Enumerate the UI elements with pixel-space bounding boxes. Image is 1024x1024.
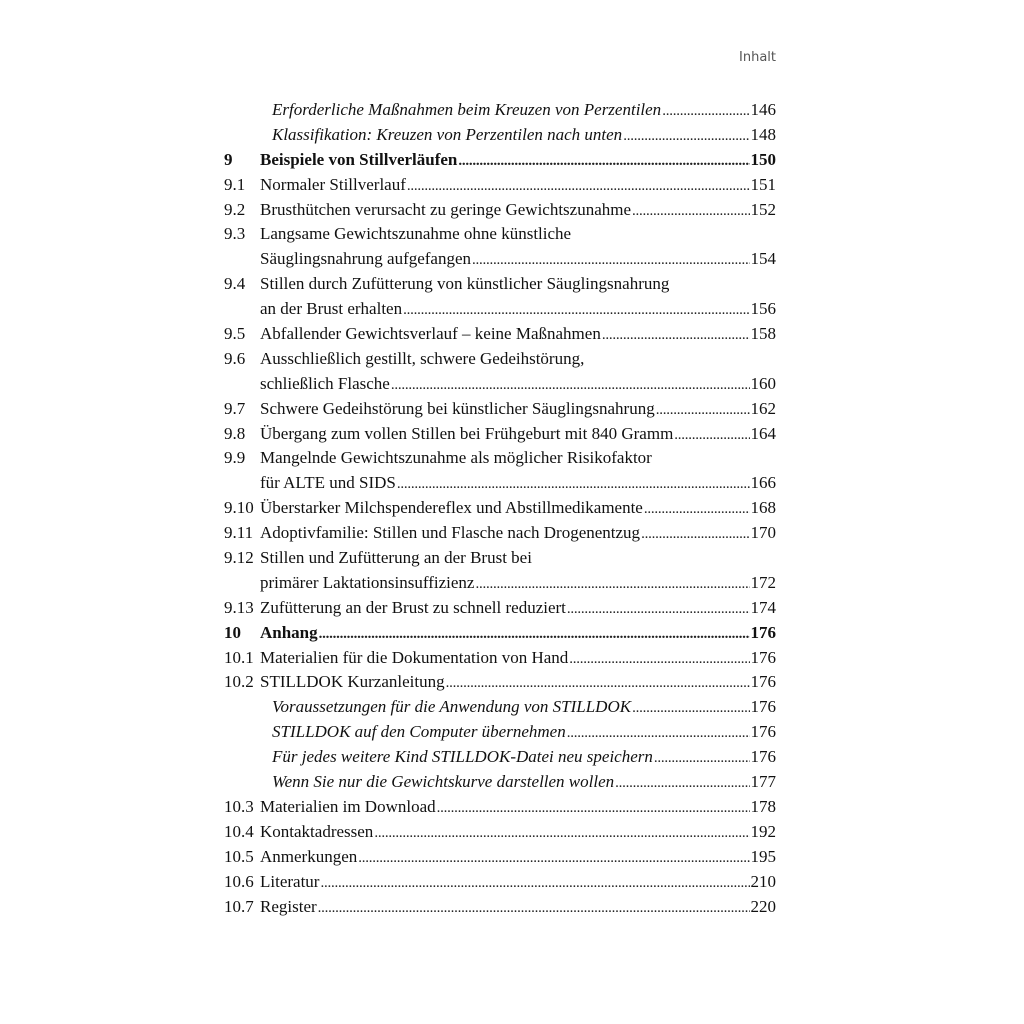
toc-leader-dots bbox=[446, 670, 750, 696]
toc-entry-page: 170 bbox=[750, 523, 776, 543]
toc-entry-title: primärer Laktationsinsuffizienz bbox=[260, 572, 475, 592]
toc-entry bbox=[224, 895, 776, 920]
toc-entry-title: Kontaktadressen bbox=[260, 821, 374, 841]
toc-leader-dots bbox=[654, 745, 750, 771]
toc-entry-page: 176 bbox=[750, 747, 776, 767]
toc-entry-page: 152 bbox=[750, 199, 776, 219]
toc-leader-dots bbox=[437, 795, 750, 821]
toc-entry-title: an der Brust erhalten bbox=[260, 299, 403, 319]
toc-entry-title: Register bbox=[260, 896, 317, 916]
toc-entry-page: 150 bbox=[750, 149, 776, 169]
toc-entry-number: 9.4 bbox=[224, 274, 246, 294]
toc-entry bbox=[224, 496, 776, 521]
toc-entry-title: Wenn Sie nur die Gewichtskurve darstellen wollen bbox=[272, 772, 615, 792]
toc-entry-title: Überstarker Milchspendereflex und Abstillmedikamente bbox=[260, 498, 643, 518]
toc-entry-title: Materialien im Download bbox=[260, 796, 436, 816]
toc-leader-dots bbox=[374, 820, 749, 846]
toc-entry-page: 154 bbox=[750, 249, 776, 269]
toc-entry-title: für ALTE und SIDS bbox=[260, 473, 396, 493]
toc-entry bbox=[224, 347, 776, 372]
toc-entry-title: Mangelnde Gewichtszunahme als möglicher Risikofaktor bbox=[260, 448, 652, 468]
toc-entry-page: 156 bbox=[750, 299, 776, 319]
toc-entry bbox=[224, 272, 776, 297]
toc-entry bbox=[224, 148, 776, 173]
toc-entry-number: 9.2 bbox=[224, 199, 246, 219]
toc-entry-title: Anmerkungen bbox=[260, 846, 358, 866]
toc-entry-page: 176 bbox=[750, 647, 776, 667]
toc-entry-page: 160 bbox=[750, 373, 776, 393]
toc-entry-page: 195 bbox=[750, 846, 776, 866]
toc-entry bbox=[224, 521, 776, 546]
toc-entry-title: Stillen durch Zufütterung von künstlicher Säuglingsnahrung bbox=[260, 274, 670, 294]
toc-entry-page: 174 bbox=[750, 597, 776, 617]
toc-entry bbox=[224, 422, 776, 447]
toc-entry-number: 9.5 bbox=[224, 324, 246, 344]
toc-entry-page: 168 bbox=[750, 498, 776, 518]
toc-entry-page: 164 bbox=[750, 423, 776, 443]
toc-leader-dots bbox=[662, 98, 749, 124]
toc-leader-dots bbox=[567, 596, 750, 622]
toc-entry bbox=[224, 695, 776, 720]
toc-entry-number: 9.12 bbox=[224, 548, 254, 568]
toc-leader-dots bbox=[674, 422, 749, 448]
toc-leader-dots bbox=[644, 496, 750, 522]
toc-leader-dots bbox=[319, 621, 750, 647]
toc-leader-dots bbox=[475, 571, 749, 597]
toc-entry-number: 9.11 bbox=[224, 523, 254, 543]
toc-entry-number: 9.6 bbox=[224, 348, 246, 368]
toc-entry-title: Langsame Gewichtszunahme ohne künstliche bbox=[260, 224, 572, 244]
toc-entry-page: 220 bbox=[750, 896, 776, 916]
toc-entry-number: 10 bbox=[224, 622, 241, 642]
table-of-contents bbox=[224, 98, 776, 919]
toc-leader-dots bbox=[632, 695, 749, 721]
toc-entry-number: 10.3 bbox=[224, 796, 254, 816]
toc-entry-title: Literatur bbox=[260, 871, 320, 891]
toc-entry-title: Adoptivfamilie: Stillen und Flasche nach Drogenentzug bbox=[260, 523, 641, 543]
toc-entry-title: Beispiele von Stillverläufen bbox=[260, 149, 458, 169]
toc-entry-page: 172 bbox=[750, 572, 776, 592]
toc-entry bbox=[224, 372, 776, 397]
toc-entry-title: Erforderliche Maßnahmen beim Kreuzen von Perzentilen bbox=[272, 100, 662, 119]
toc-entry-number: 9.1 bbox=[224, 174, 246, 194]
toc-leader-dots bbox=[632, 198, 749, 224]
toc-entry-title: STILLDOK auf den Computer übernehmen bbox=[272, 722, 566, 742]
toc-entry bbox=[224, 446, 776, 471]
toc-entry-title: STILLDOK Kurzanleitung bbox=[260, 672, 445, 692]
toc-entry-number: 10.1 bbox=[224, 647, 254, 667]
toc-entry bbox=[224, 322, 776, 347]
toc-entry-page: 176 bbox=[750, 722, 776, 742]
toc-entry-number: 9.7 bbox=[224, 398, 246, 418]
toc-leader-dots bbox=[318, 895, 750, 921]
toc-entry-page: 192 bbox=[750, 821, 776, 841]
toc-entry bbox=[224, 745, 776, 770]
toc-entry-number: 9.9 bbox=[224, 448, 246, 468]
toc-entry bbox=[224, 247, 776, 272]
toc-entry-page: 176 bbox=[750, 622, 776, 642]
toc-leader-dots bbox=[602, 322, 750, 348]
toc-leader-dots bbox=[641, 521, 749, 547]
toc-leader-dots bbox=[458, 148, 749, 174]
toc-entry bbox=[224, 845, 776, 870]
toc-leader-dots bbox=[391, 372, 750, 398]
toc-entry bbox=[224, 123, 776, 148]
toc-entry bbox=[224, 795, 776, 820]
toc-entry-page: 176 bbox=[750, 697, 776, 717]
toc-entry-page: 162 bbox=[750, 398, 776, 418]
toc-entry-title: Schwere Gedeihstörung bei künstlicher Säuglingsnahrung bbox=[260, 398, 655, 418]
toc-entry-number: 9 bbox=[224, 149, 233, 169]
toc-entry-title: Abfallender Gewichtsverlauf – keine Maßnahmen bbox=[260, 324, 601, 344]
toc-leader-dots bbox=[656, 397, 750, 423]
toc-entry-title: Klassifikation: Kreuzen von Perzentilen nach unten bbox=[272, 124, 623, 144]
toc-entry bbox=[224, 397, 776, 422]
toc-entry bbox=[224, 546, 776, 571]
toc-entry-title: Für jedes weitere Kind STILLDOK-Datei neu speichern bbox=[272, 747, 653, 767]
toc-leader-dots bbox=[567, 720, 750, 746]
toc-entry bbox=[224, 646, 776, 671]
toc-entry-number: 10.7 bbox=[224, 896, 254, 916]
toc-entry-page: 148 bbox=[750, 124, 776, 144]
toc-entry-page: 178 bbox=[750, 796, 776, 816]
toc-entry-title: Normaler Stillverlauf bbox=[260, 174, 406, 194]
toc-entry-number: 10.5 bbox=[224, 846, 254, 866]
toc-leader-dots bbox=[320, 870, 749, 896]
toc-entry-page: 177 bbox=[750, 772, 776, 792]
toc-leader-dots bbox=[403, 297, 749, 323]
toc-leader-dots bbox=[623, 123, 749, 149]
toc-entry-title: schließlich Flasche bbox=[260, 373, 390, 393]
toc-entry-page: 210 bbox=[750, 871, 776, 891]
toc-leader-dots bbox=[615, 770, 749, 796]
toc-entry bbox=[224, 222, 776, 247]
toc-entry-title: Säuglingsnahrung aufgefangen bbox=[260, 249, 472, 269]
toc-leader-dots bbox=[358, 845, 749, 871]
toc-entry-title: Voraussetzungen für die Anwendung von STILLDOK bbox=[272, 697, 632, 717]
toc-entry bbox=[224, 198, 776, 223]
toc-entry bbox=[224, 596, 776, 621]
toc-entry-title: Brusthütchen verursacht zu geringe Gewichtszunahme bbox=[260, 199, 632, 219]
toc-entry-page: 146 bbox=[750, 100, 776, 119]
toc-entry bbox=[224, 820, 776, 845]
toc-leader-dots bbox=[472, 247, 749, 273]
toc-entry-number: 9.13 bbox=[224, 597, 254, 617]
toc-entry-number: 9.8 bbox=[224, 423, 246, 443]
toc-leader-dots bbox=[397, 471, 750, 497]
toc-entry bbox=[224, 770, 776, 795]
toc-entry bbox=[224, 720, 776, 745]
toc-entry bbox=[224, 297, 776, 322]
toc-entry bbox=[224, 870, 776, 895]
toc-entry-title: Ausschließlich gestillt, schwere Gedeihstörung, bbox=[260, 348, 585, 368]
toc-entry bbox=[224, 571, 776, 596]
toc-entry-title: Stillen und Zufütterung an der Brust bei bbox=[260, 548, 532, 568]
toc-leader-dots bbox=[569, 646, 749, 672]
toc-entry-number: 10.4 bbox=[224, 821, 254, 841]
toc-entry bbox=[224, 173, 776, 198]
toc-entry-title: Übergang zum vollen Stillen bei Frühgeburt mit 840 Gramm bbox=[260, 423, 674, 443]
toc-entry bbox=[224, 621, 776, 646]
toc-entry bbox=[224, 670, 776, 695]
toc-entry-page: 158 bbox=[750, 324, 776, 344]
toc-entry-number: 10.6 bbox=[224, 871, 254, 891]
toc-entry-title: Materialien für die Dokumentation von Hand bbox=[260, 647, 569, 667]
toc-entry-number: 10.2 bbox=[224, 672, 254, 692]
toc-entry-page: 166 bbox=[750, 473, 776, 493]
toc-leader-dots bbox=[407, 173, 750, 199]
toc-entry-page: 176 bbox=[750, 672, 776, 692]
toc-entry bbox=[224, 98, 776, 123]
toc-entry-number: 9.10 bbox=[224, 498, 254, 518]
toc-entry bbox=[224, 471, 776, 496]
toc-entry-page: 151 bbox=[750, 174, 776, 194]
running-header: Inhalt bbox=[739, 50, 776, 65]
toc-entry-title: Anhang bbox=[260, 622, 318, 642]
toc-entry-number: 9.3 bbox=[224, 224, 246, 244]
toc-entry-title: Zufütterung an der Brust zu schnell reduziert bbox=[260, 597, 566, 617]
